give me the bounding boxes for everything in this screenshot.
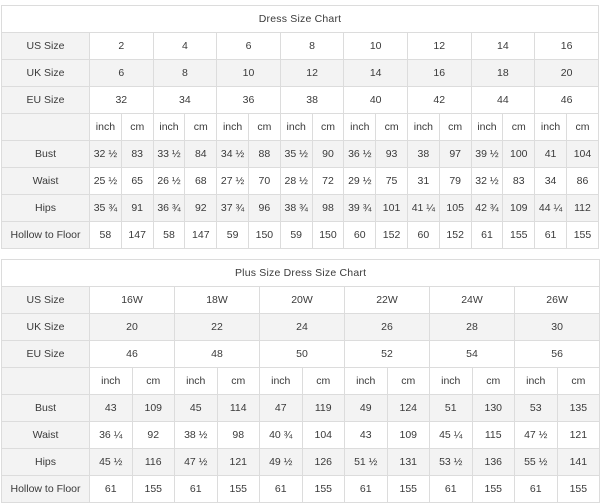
table-cell: 70 <box>248 168 280 195</box>
table-cell: 38 <box>407 141 439 168</box>
table-cell: 49 ½ <box>260 449 303 476</box>
table-cell: 155 <box>217 476 260 503</box>
table-cell: 34 ½ <box>217 141 249 168</box>
table-cell: 61 <box>471 222 503 249</box>
unit-cell: inch <box>90 114 122 141</box>
table-row-eu-size <box>2 341 600 368</box>
table-cell: 131 <box>387 449 430 476</box>
table-cell: 32 <box>90 87 154 114</box>
table-cell: 54 <box>430 341 515 368</box>
row-label: US Size <box>2 287 90 314</box>
table-cell: 104 <box>566 141 598 168</box>
table-cell: 83 <box>121 141 153 168</box>
table-cell: 104 <box>302 422 345 449</box>
table-cell: 16 <box>535 33 599 60</box>
row-label <box>2 368 90 395</box>
table-cell: 30 <box>515 314 600 341</box>
table-cell: 39 ½ <box>471 141 503 168</box>
table-cell: 45 ¼ <box>430 422 473 449</box>
table-row-units <box>2 368 600 395</box>
table-cell: 126 <box>302 449 345 476</box>
table-cell: 61 <box>175 476 218 503</box>
table-cell: 59 <box>280 222 312 249</box>
table-cell: 22 <box>175 314 260 341</box>
table-cell: 51 ½ <box>345 449 388 476</box>
table-cell: 37 ¾ <box>217 195 249 222</box>
table-cell: 61 <box>430 476 473 503</box>
table-cell: 10 <box>344 33 408 60</box>
table-cell: 68 <box>185 168 217 195</box>
table-cell: 150 <box>248 222 280 249</box>
unit-cell: inch <box>430 368 473 395</box>
table-cell: 44 ¼ <box>535 195 567 222</box>
table-cell: 90 <box>312 141 344 168</box>
table-cell: 35 ¾ <box>90 195 122 222</box>
table-cell: 34 <box>535 168 567 195</box>
table-row-bust <box>2 395 600 422</box>
table-row-hips <box>2 195 599 222</box>
unit-cell: cm <box>472 368 515 395</box>
table-cell: 97 <box>439 141 471 168</box>
table-cell: 98 <box>312 195 344 222</box>
table-cell: 29 ½ <box>344 168 376 195</box>
table-row-eu-size <box>2 87 599 114</box>
table-cell: 61 <box>535 222 567 249</box>
table-cell: 26 ½ <box>153 168 185 195</box>
table-cell: 61 <box>515 476 558 503</box>
unit-cell: cm <box>312 114 344 141</box>
unit-cell: inch <box>175 368 218 395</box>
table-cell: 20W <box>260 287 345 314</box>
table-cell: 61 <box>90 476 133 503</box>
unit-cell: cm <box>302 368 345 395</box>
page-title: Dress Size Chart <box>2 6 599 33</box>
table-cell: 116 <box>132 449 175 476</box>
unit-cell: inch <box>407 114 439 141</box>
table-cell: 43 <box>345 422 388 449</box>
row-label: Waist <box>2 422 90 449</box>
table-row-uk-size <box>2 60 599 87</box>
table-cell: 150 <box>312 222 344 249</box>
unit-cell: inch <box>260 368 303 395</box>
table-cell: 46 <box>535 87 599 114</box>
row-label: UK Size <box>2 314 90 341</box>
unit-cell: cm <box>503 114 535 141</box>
table-cell: 24W <box>430 287 515 314</box>
table-cell: 147 <box>121 222 153 249</box>
row-label: EU Size <box>2 87 90 114</box>
table-cell: 109 <box>503 195 535 222</box>
table-cell: 93 <box>376 141 408 168</box>
table-cell: 147 <box>185 222 217 249</box>
table-cell: 36 ¼ <box>90 422 133 449</box>
table-cell: 79 <box>439 168 471 195</box>
table-cell: 75 <box>376 168 408 195</box>
table-cell: 46 <box>90 341 175 368</box>
table-cell: 36 ½ <box>344 141 376 168</box>
unit-cell: cm <box>248 114 280 141</box>
table-cell: 45 ½ <box>90 449 133 476</box>
table-cell: 124 <box>387 395 430 422</box>
table-cell: 72 <box>312 168 344 195</box>
table-cell: 58 <box>90 222 122 249</box>
table-cell: 135 <box>557 395 600 422</box>
unit-cell: cm <box>387 368 430 395</box>
table-cell: 155 <box>302 476 345 503</box>
table-cell: 41 ¼ <box>407 195 439 222</box>
table-cell: 43 <box>90 395 133 422</box>
table-cell: 27 ½ <box>217 168 249 195</box>
unit-cell: cm <box>557 368 600 395</box>
table-cell: 83 <box>503 168 535 195</box>
table-cell: 84 <box>185 141 217 168</box>
table-cell: 92 <box>185 195 217 222</box>
table-cell: 109 <box>387 422 430 449</box>
chart-title-row <box>2 6 599 33</box>
table-cell: 98 <box>217 422 260 449</box>
unit-cell: inch <box>345 368 388 395</box>
row-label <box>2 114 90 141</box>
table-cell: 60 <box>407 222 439 249</box>
table-row-waist <box>2 422 600 449</box>
table-cell: 47 <box>260 395 303 422</box>
table-cell: 96 <box>248 195 280 222</box>
table-cell: 61 <box>260 476 303 503</box>
table-cell: 36 ¾ <box>153 195 185 222</box>
table-cell: 8 <box>153 60 217 87</box>
table-cell: 12 <box>407 33 471 60</box>
table-cell: 86 <box>566 168 598 195</box>
table-cell: 14 <box>344 60 408 87</box>
table-cell: 53 <box>515 395 558 422</box>
row-label: Bust <box>2 141 90 168</box>
table-cell: 101 <box>376 195 408 222</box>
unit-cell: cm <box>185 114 217 141</box>
unit-cell: inch <box>471 114 503 141</box>
table-cell: 12 <box>280 60 344 87</box>
table-cell: 130 <box>472 395 515 422</box>
table-cell: 18W <box>175 287 260 314</box>
table-cell: 42 <box>407 87 471 114</box>
table-cell: 88 <box>248 141 280 168</box>
table-cell: 2 <box>90 33 154 60</box>
table-cell: 4 <box>153 33 217 60</box>
table-cell: 34 <box>153 87 217 114</box>
row-label: EU Size <box>2 341 90 368</box>
table-cell: 60 <box>344 222 376 249</box>
dress-size-chart-table <box>1 5 599 249</box>
table-cell: 20 <box>535 60 599 87</box>
table-cell: 155 <box>387 476 430 503</box>
table-cell: 8 <box>280 33 344 60</box>
unit-cell: inch <box>280 114 312 141</box>
table-cell: 155 <box>557 476 600 503</box>
table-cell: 40 <box>344 87 408 114</box>
table-cell: 114 <box>217 395 260 422</box>
table-row-hollow-to-floor <box>2 222 599 249</box>
table-cell: 119 <box>302 395 345 422</box>
table-cell: 38 ¾ <box>280 195 312 222</box>
table-cell: 28 <box>430 314 515 341</box>
table-cell: 16 <box>407 60 471 87</box>
table-cell: 112 <box>566 195 598 222</box>
table-cell: 155 <box>472 476 515 503</box>
table-cell: 58 <box>153 222 185 249</box>
unit-cell: inch <box>535 114 567 141</box>
unit-cell: inch <box>515 368 558 395</box>
table-cell: 121 <box>557 422 600 449</box>
unit-cell: cm <box>566 114 598 141</box>
table-row-hollow-to-floor <box>2 476 600 503</box>
table-cell: 18 <box>471 60 535 87</box>
table-cell: 38 <box>280 87 344 114</box>
row-label: Hips <box>2 449 90 476</box>
table-cell: 39 ¾ <box>344 195 376 222</box>
table-cell: 100 <box>503 141 535 168</box>
table-cell: 61 <box>345 476 388 503</box>
table-cell: 35 ½ <box>280 141 312 168</box>
table-cell: 36 <box>217 87 281 114</box>
table-cell: 121 <box>217 449 260 476</box>
table-cell: 136 <box>472 449 515 476</box>
table-cell: 141 <box>557 449 600 476</box>
table-cell: 40 ¾ <box>260 422 303 449</box>
table-cell: 53 ½ <box>430 449 473 476</box>
table-cell: 10 <box>217 60 281 87</box>
table-row-waist <box>2 168 599 195</box>
table-cell: 50 <box>260 341 345 368</box>
table-cell: 155 <box>132 476 175 503</box>
table-cell: 22W <box>345 287 430 314</box>
table-cell: 51 <box>430 395 473 422</box>
table-cell: 38 ½ <box>175 422 218 449</box>
table-cell: 49 <box>345 395 388 422</box>
row-label: Bust <box>2 395 90 422</box>
table-cell: 52 <box>345 341 430 368</box>
chart-title-row <box>2 260 600 287</box>
table-cell: 155 <box>503 222 535 249</box>
unit-cell: cm <box>439 114 471 141</box>
table-cell: 32 ½ <box>90 141 122 168</box>
table-cell: 59 <box>217 222 249 249</box>
row-label: US Size <box>2 33 90 60</box>
table-cell: 14 <box>471 33 535 60</box>
plus-size-dress-size-chart-table <box>1 259 600 503</box>
unit-cell: cm <box>121 114 153 141</box>
unit-cell: cm <box>376 114 408 141</box>
table-row-us-size <box>2 33 599 60</box>
row-label: Waist <box>2 168 90 195</box>
table-cell: 92 <box>132 422 175 449</box>
table-cell: 45 <box>175 395 218 422</box>
table-cell: 26 <box>345 314 430 341</box>
table-cell: 55 ½ <box>515 449 558 476</box>
table-cell: 105 <box>439 195 471 222</box>
table-cell: 48 <box>175 341 260 368</box>
table-cell: 33 ½ <box>153 141 185 168</box>
table-cell: 6 <box>90 60 154 87</box>
table-cell: 31 <box>407 168 439 195</box>
table-cell: 42 ¾ <box>471 195 503 222</box>
row-label: Hips <box>2 195 90 222</box>
page-title: Plus Size Dress Size Chart <box>2 260 600 287</box>
table-cell: 155 <box>566 222 598 249</box>
table-cell: 56 <box>515 341 600 368</box>
table-cell: 16W <box>90 287 175 314</box>
table-row-us-size <box>2 287 600 314</box>
table-cell: 26W <box>515 287 600 314</box>
table-row-uk-size <box>2 314 600 341</box>
table-cell: 24 <box>260 314 345 341</box>
table-cell: 47 ½ <box>515 422 558 449</box>
unit-cell: inch <box>217 114 249 141</box>
table-cell: 91 <box>121 195 153 222</box>
table-cell: 152 <box>439 222 471 249</box>
table-cell: 28 ½ <box>280 168 312 195</box>
table-cell: 44 <box>471 87 535 114</box>
table-cell: 109 <box>132 395 175 422</box>
unit-cell: cm <box>132 368 175 395</box>
table-cell: 25 ½ <box>90 168 122 195</box>
table-cell: 41 <box>535 141 567 168</box>
table-row-units <box>2 114 599 141</box>
unit-cell: inch <box>153 114 185 141</box>
table-cell: 47 ½ <box>175 449 218 476</box>
unit-cell: inch <box>90 368 133 395</box>
table-cell: 115 <box>472 422 515 449</box>
table-cell: 65 <box>121 168 153 195</box>
row-label: Hollow to Floor <box>2 222 90 249</box>
table-cell: 32 ½ <box>471 168 503 195</box>
table-cell: 152 <box>376 222 408 249</box>
table-cell: 20 <box>90 314 175 341</box>
row-label: UK Size <box>2 60 90 87</box>
unit-cell: cm <box>217 368 260 395</box>
table-row-hips <box>2 449 600 476</box>
unit-cell: inch <box>344 114 376 141</box>
table-row-bust <box>2 141 599 168</box>
row-label: Hollow to Floor <box>2 476 90 503</box>
table-cell: 6 <box>217 33 281 60</box>
